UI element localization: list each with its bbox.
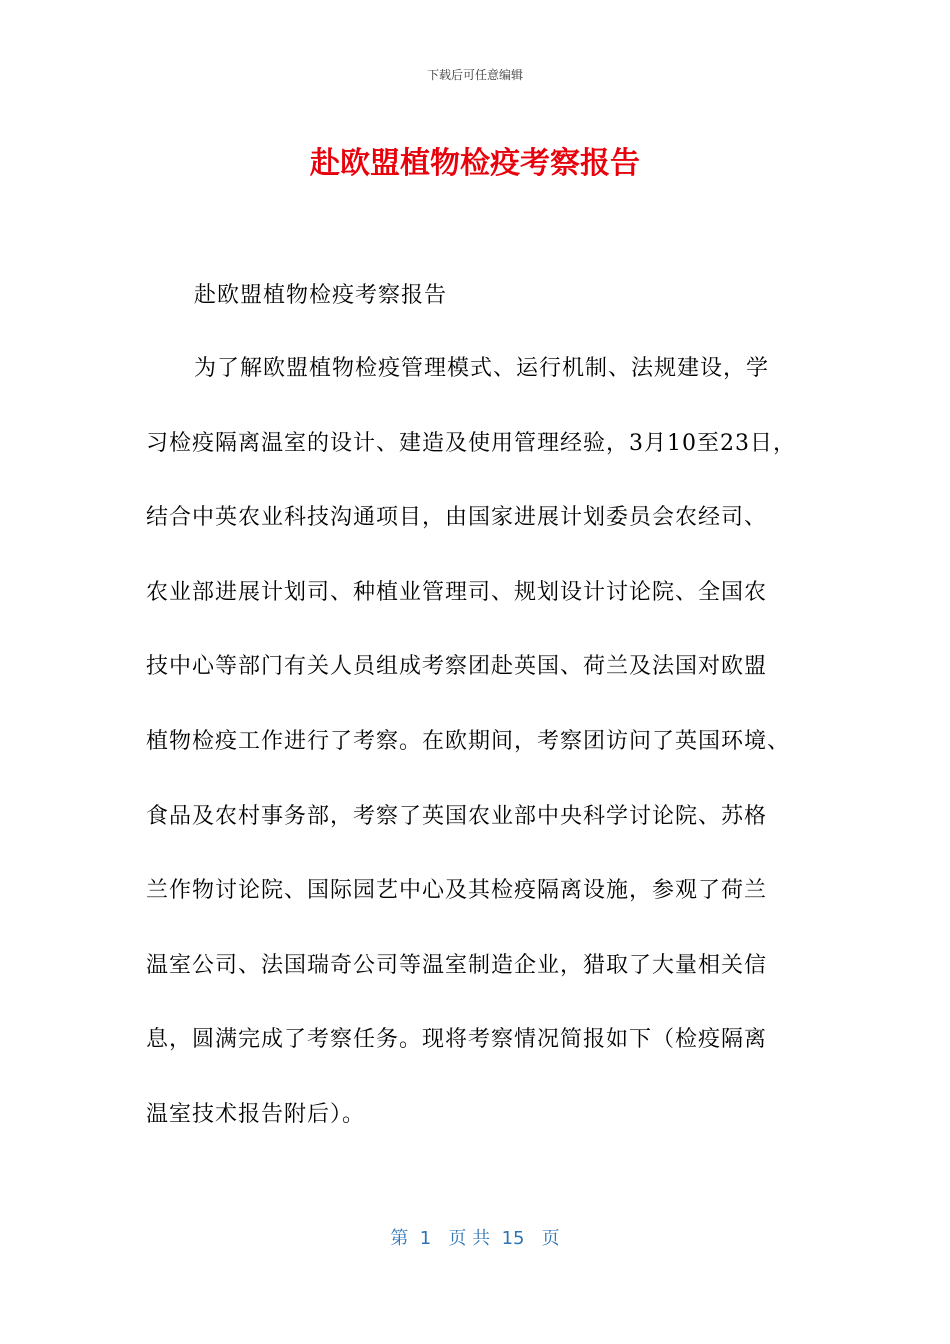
report-subtitle: 赴欧盟植物检疫考察报告 [194, 283, 448, 308]
paragraph-line: 农业部进展计划司、种植业管理司、规划设计讨论院、全国农 [146, 580, 768, 605]
paragraph-line: 技中心等部门有关人员组成考察团赴英国、荷兰及法国对欧盟 [146, 654, 768, 679]
paragraph-line: 结合中英农业科技沟通项目，由国家进展计划委员会农经司、 [146, 505, 768, 530]
paragraph-line: 兰作物讨论院、国际园艺中心及其检疫隔离设施，参观了荷兰 [146, 878, 768, 903]
paragraph-line: 食品及农村事务部，考察了英国农业部中央科学讨论院、苏格 [146, 804, 768, 829]
page-number-footer: 第 1 页 共 15 页 [390, 1228, 560, 1249]
paragraph-line: 温室公司、法国瑞奇公司等温室制造企业，猎取了大量相关信 [146, 953, 768, 978]
paragraph-line: 为了解欧盟植物检疫管理模式、运行机制、法规建设，学 [194, 356, 770, 381]
download-note: 下载后可任意编辑 [426, 68, 523, 82]
document-title: 赴欧盟植物检疫考察报告 [310, 146, 640, 181]
paragraph-line: 习检疫隔离温室的设计、建造及使用管理经验，3月10至23日， [146, 431, 796, 456]
paragraph-line: 植物检疫工作进行了考察。在欧期间，考察团访问了英国环境、 [146, 729, 791, 754]
paragraph-line: 温室技术报告附后）。 [146, 1102, 366, 1127]
paragraph-line: 息，圆满完成了考察任务。现将考察情况简报如下（检疫隔离 [146, 1027, 768, 1052]
